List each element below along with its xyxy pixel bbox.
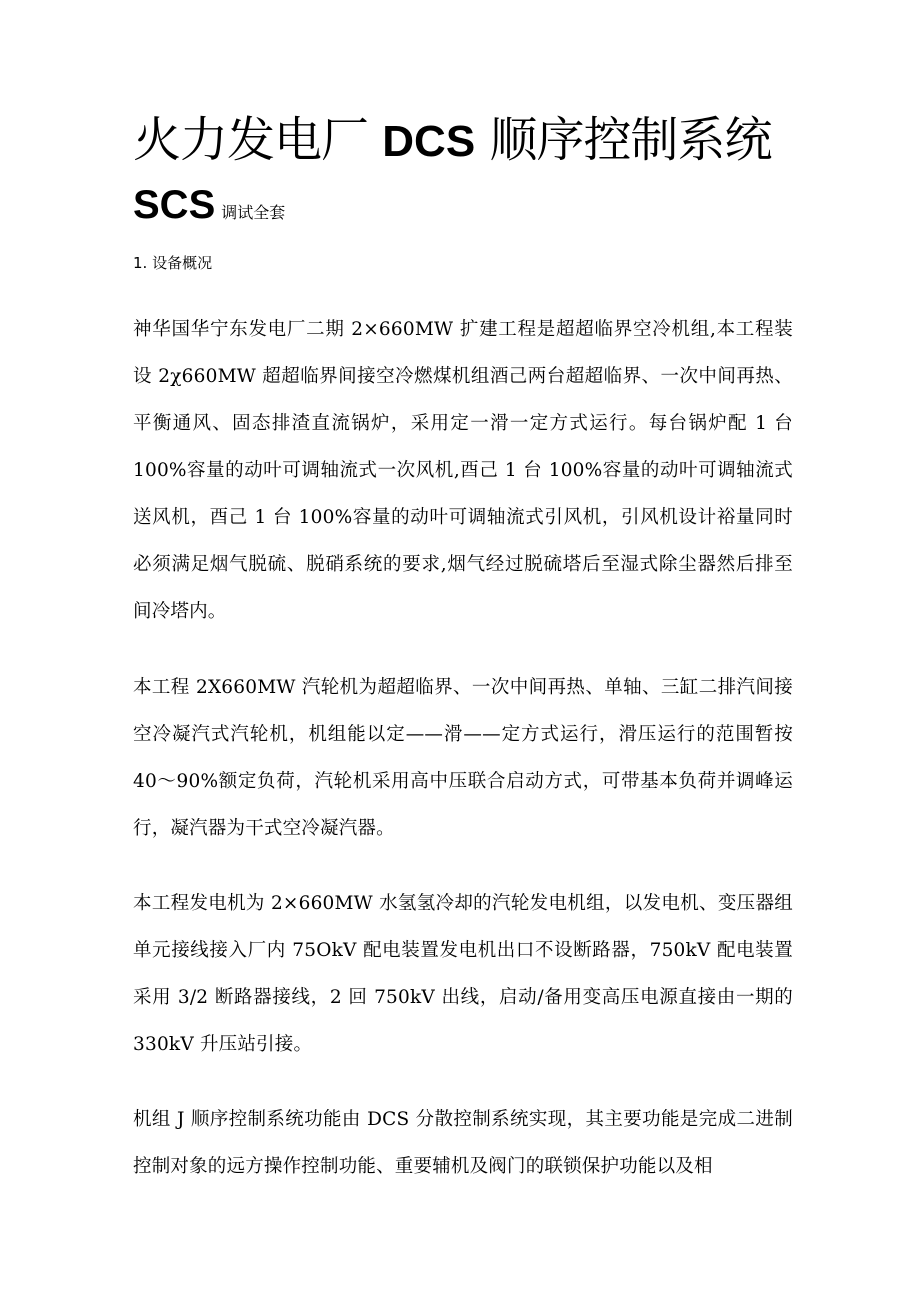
paragraph-1: 神华国华宁东发电厂二期 2×660MW 扩建工程是超超临界空冷机组,本工程装设 2χ660MW 超超临界间接空冷燃煤机组酒己两台超超临界、一次中间再热、平衡通风、固态排渣直流锅炉，采用定一滑一定方式运行。每台锅炉配 1 台 100%容量的动叶可调轴流式一次风机,酉己 1 台 100%容量的动叶可调轴流式送风机，酉己 1 台 100%容量的动叶可调轴流式引风机，引风机设计裕量同时必须满足烟气脱硫、脱硝系统的要求,烟气经过脱硫塔后至湿式除尘器然后排至间冷塔内。 — [133, 319, 793, 622]
document-title — [133, 108, 893, 172]
title-text-cn-1: 火力发电厂 — [133, 112, 369, 168]
subtitle-text: 调试全套 — [221, 203, 286, 222]
paragraph-4: 机组 J 顺序控制系统功能由 DCS 分散控制系统实现，其主要功能是完成二进制控制对象的远方操作控制功能、重要辅机及阀门的联锁保护功能以及相 — [133, 1109, 793, 1177]
title-text-cn-2: 顺序控制系统 — [489, 112, 772, 168]
paragraph-3: 本工程发电机为 2×660MW 水氢氢冷却的汽轮发电机组，以发电机、变压器组单元接线接入厂内 75OkV 配电装置发电机出口不设断路器，750kV 配电装置采用 3/2 断路器接线，2 回 750kV 出线，启动/备用变高压电源直接由一期的 330kV 升压站引接。 — [133, 893, 793, 1055]
title-text-dcs: DCS — [382, 117, 476, 166]
subtitle-scs: SCS — [133, 183, 216, 227]
document-subtitle — [133, 182, 633, 228]
section-heading: 1. 设备概况 — [133, 254, 213, 272]
paragraph-2: 本工程 2X660MW 汽轮机为超超临界、一次中间再热、单轴、三缸二排汽间接空冷凝汽式汽轮机，机组能以定——滑——定方式运行，滑压运行的范围暂按 40～90%额定负荷，汽轮机采用高中压联合启动方式，可带基本负荷并调峰运行，凝汽器为干式空冷凝汽器。 — [133, 677, 793, 839]
